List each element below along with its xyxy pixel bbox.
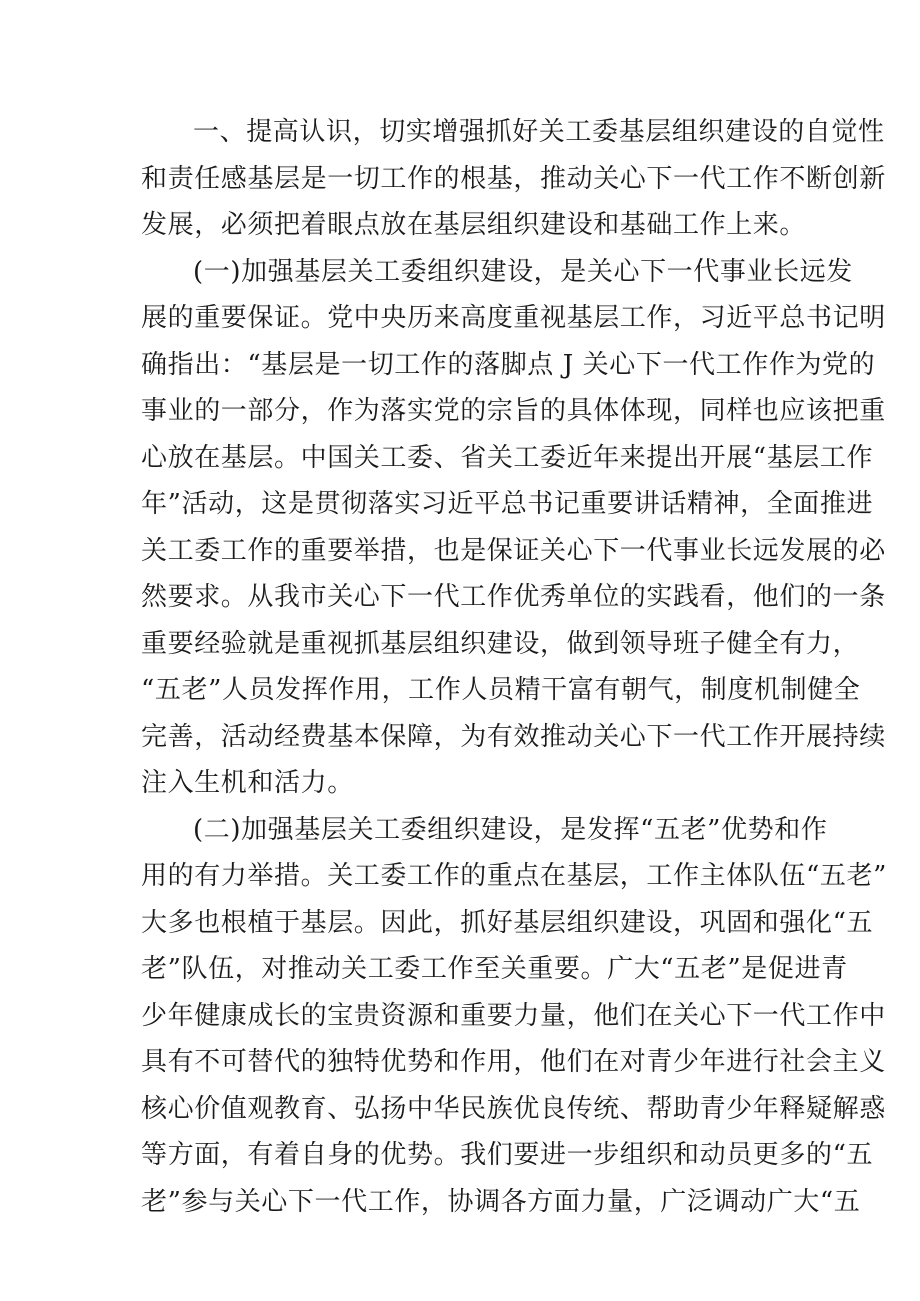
paragraph-line: (二)加强基层关工委组织建设，是发挥“五老”优势和作 <box>193 814 828 845</box>
paragraph-1 <box>141 109 886 249</box>
paragraph-line: 重要经验就是重视抓基层组织建设，做到领导班子健全有力， <box>141 628 860 659</box>
paragraph-line: “五老”人员发挥作用，工作人员精干富有朝气，制度机制健全 <box>141 675 861 705</box>
paragraph-line: 具有不可替代的独特优势和作用，他们在对青少年进行社会主义 <box>141 1047 886 1077</box>
paragraph-line: 发展，必须把着眼点放在基层组织建设和基础工作上来。 <box>141 210 807 240</box>
paragraph-line: 注入生机和活力。 <box>141 768 354 798</box>
paragraph-line: 大多也根植于基层。因此，抓好基层组织建设，巩固和强化“五 <box>141 907 874 938</box>
paragraph-line: 老”参与关心下一代工作，协调各方面力量，广泛调动广大“五 <box>141 1186 861 1217</box>
paragraph-line: 完善，活动经费基本保障，为有效推动关心下一代工作开展持续 <box>141 721 886 752</box>
paragraph-line: 事业的一部分，作为落实党的宗旨的具体体现，同样也应该把重 <box>141 396 886 426</box>
paragraph-line: 关工委工作的重要举措，也是保证关心下一代事业长远发展的必 <box>141 535 886 566</box>
paragraph-line: 少年健康成长的宝贵资源和重要力量，他们在关心下一代工作中 <box>141 1000 886 1031</box>
paragraph-line: 展的重要保证。党中央历来高度重视基层工作，习近平总书记明 <box>141 303 886 333</box>
paragraph-line: 一、提高认识，切实增强抓好关工委基层组织建设的自觉性 <box>193 117 885 147</box>
paragraph-line: 确指出：“基层是一切工作的落脚点 J 关心下一代工作作为党的 <box>141 349 876 380</box>
document-body <box>141 109 887 1225</box>
paragraph-line: 然要求。从我市关心下一代工作优秀单位的实践看，他们的一条 <box>141 582 886 612</box>
paragraph-3 <box>141 807 887 1226</box>
paragraph-line: 用的有力举措。关工委工作的重点在基层，工作主体队伍“五老” <box>141 861 887 891</box>
paragraph-line: 心放在基层。中国关工委、省关工委近年来提出开展“基层工作 <box>141 442 874 473</box>
paragraph-line: (一)加强基层关工委组织建设，是关心下一代事业长远发 <box>193 256 853 287</box>
paragraph-line: 年”活动，这是贯彻落实习近平总书记重要讲话精神，全面推进 <box>141 489 874 519</box>
paragraph-line: 和责任感基层是一切工作的根基，推动关心下一代工作不断创新 <box>141 163 886 194</box>
paragraph-line: 老”队伍，对推动关工委工作至关重要。广大“五老”是促进青 <box>141 954 848 984</box>
paragraph-line: 等方面，有着自身的优势。我们要进一步组织和动员更多的“五 <box>141 1140 874 1170</box>
paragraph-2 <box>141 249 886 807</box>
paragraph-line: 核心价值观教育、弘扬中华民族优良传统、帮助青少年释疑解惑 <box>141 1093 886 1124</box>
